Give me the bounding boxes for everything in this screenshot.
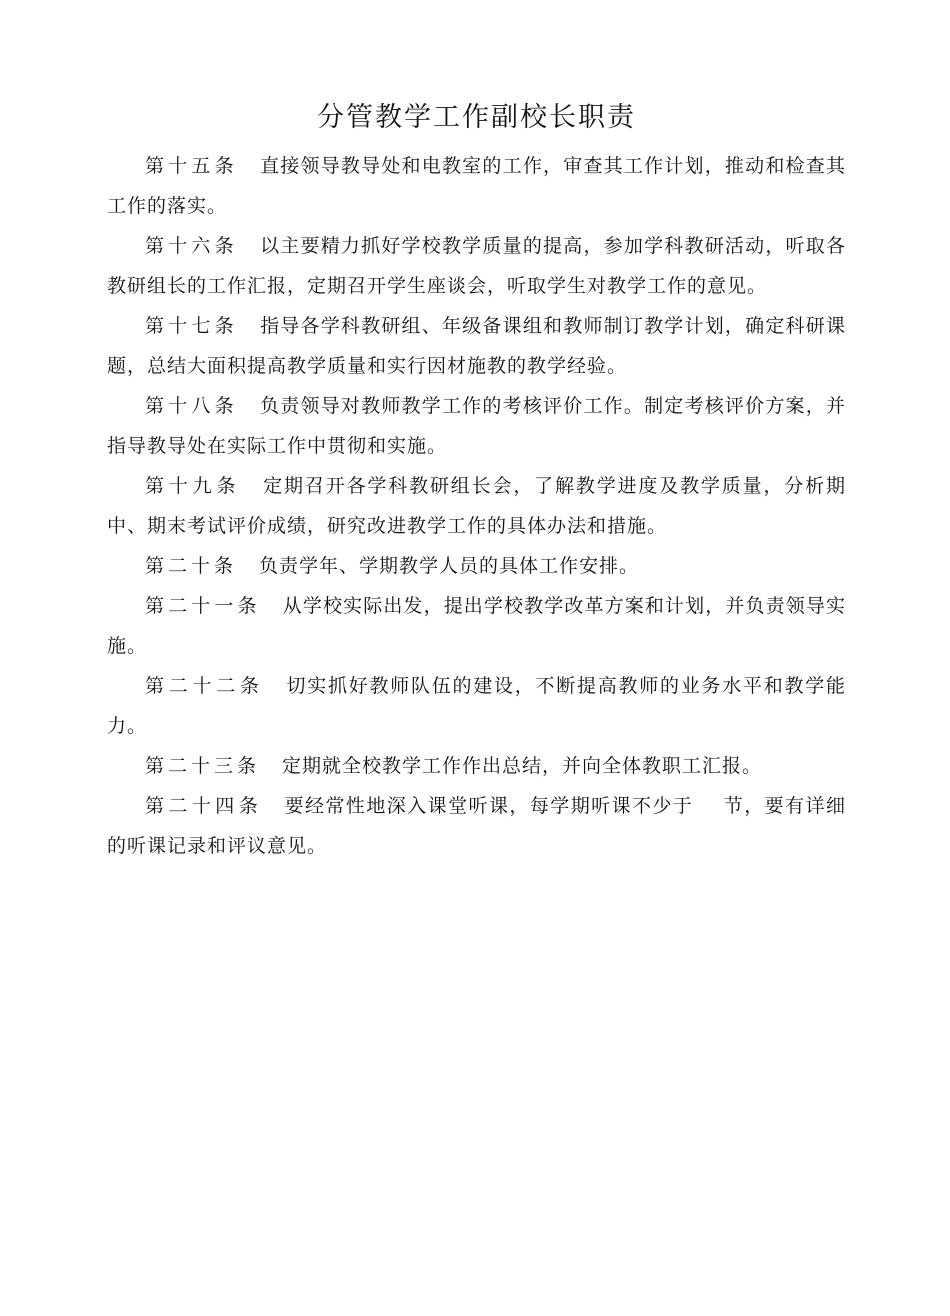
article-text: 定期就全校教学工作作出总结，并向全体教职工汇报。 [282, 755, 763, 777]
article-text: 从学校实际出发，提出学校教学改革方案和计划，并负责领导实施。 [107, 595, 846, 657]
article-number: 第二十四条 [145, 795, 263, 817]
article-text: 直接领导教导处和电教室的工作，审查其工作计划，推动和检查其工作的落实。 [107, 155, 846, 217]
article-18 [107, 386, 846, 466]
article-20 [107, 546, 846, 586]
article-number: 第二十三条 [145, 755, 261, 777]
article-number: 第二十二条 [145, 675, 264, 697]
article-19 [107, 466, 846, 546]
article-text-after-blank: 节，要有详细的听课记录和评议意见。 [107, 795, 846, 857]
article-16 [107, 226, 846, 306]
article-text: 定期召开各学科教研组长会，了解教学进度及教学质量，分析期中、期末考试评价成绩，研究改进教学工作的具体办法和措施。 [107, 475, 846, 537]
article-text: 负责学年、学期教学人员的具体工作安排。 [259, 555, 640, 577]
article-24 [107, 786, 846, 866]
article-text: 负责领导对教师教学工作的考核评价工作。制定考核评价方案，并指导教导处在实际工作中贯彻和实施。 [107, 395, 846, 457]
article-number: 第二十一条 [145, 595, 261, 617]
article-23 [107, 746, 846, 786]
article-21 [107, 586, 846, 666]
article-text: 切实抓好教师队伍的建设，不断提高教师的业务水平和教学能力。 [107, 675, 846, 737]
article-number: 第十五条 [145, 155, 238, 177]
article-number: 第十六条 [145, 235, 238, 257]
article-text-before-blank: 要经常性地深入课堂听课，每学期听课不少于 [284, 795, 694, 817]
article-17 [107, 306, 846, 386]
article-number: 第十九条 [145, 475, 241, 497]
article-number: 第十七条 [145, 315, 238, 337]
article-text: 指导各学科教研组、年级备课组和教师制订教学计划，确定科研课题，总结大面积提高教学质量和实行因材施教的教学经验。 [107, 315, 846, 377]
article-15 [107, 146, 846, 226]
document-title: 分管教学工作副校长职责 [317, 102, 636, 133]
article-22 [107, 666, 846, 746]
article-number: 第十八条 [145, 395, 238, 417]
article-number: 第二十条 [145, 555, 238, 577]
article-text: 以主要精力抓好学校教学质量的提高，参加学科教研活动，听取各教研组长的工作汇报，定期召开学生座谈会，听取学生对教学工作的意见。 [107, 235, 846, 297]
